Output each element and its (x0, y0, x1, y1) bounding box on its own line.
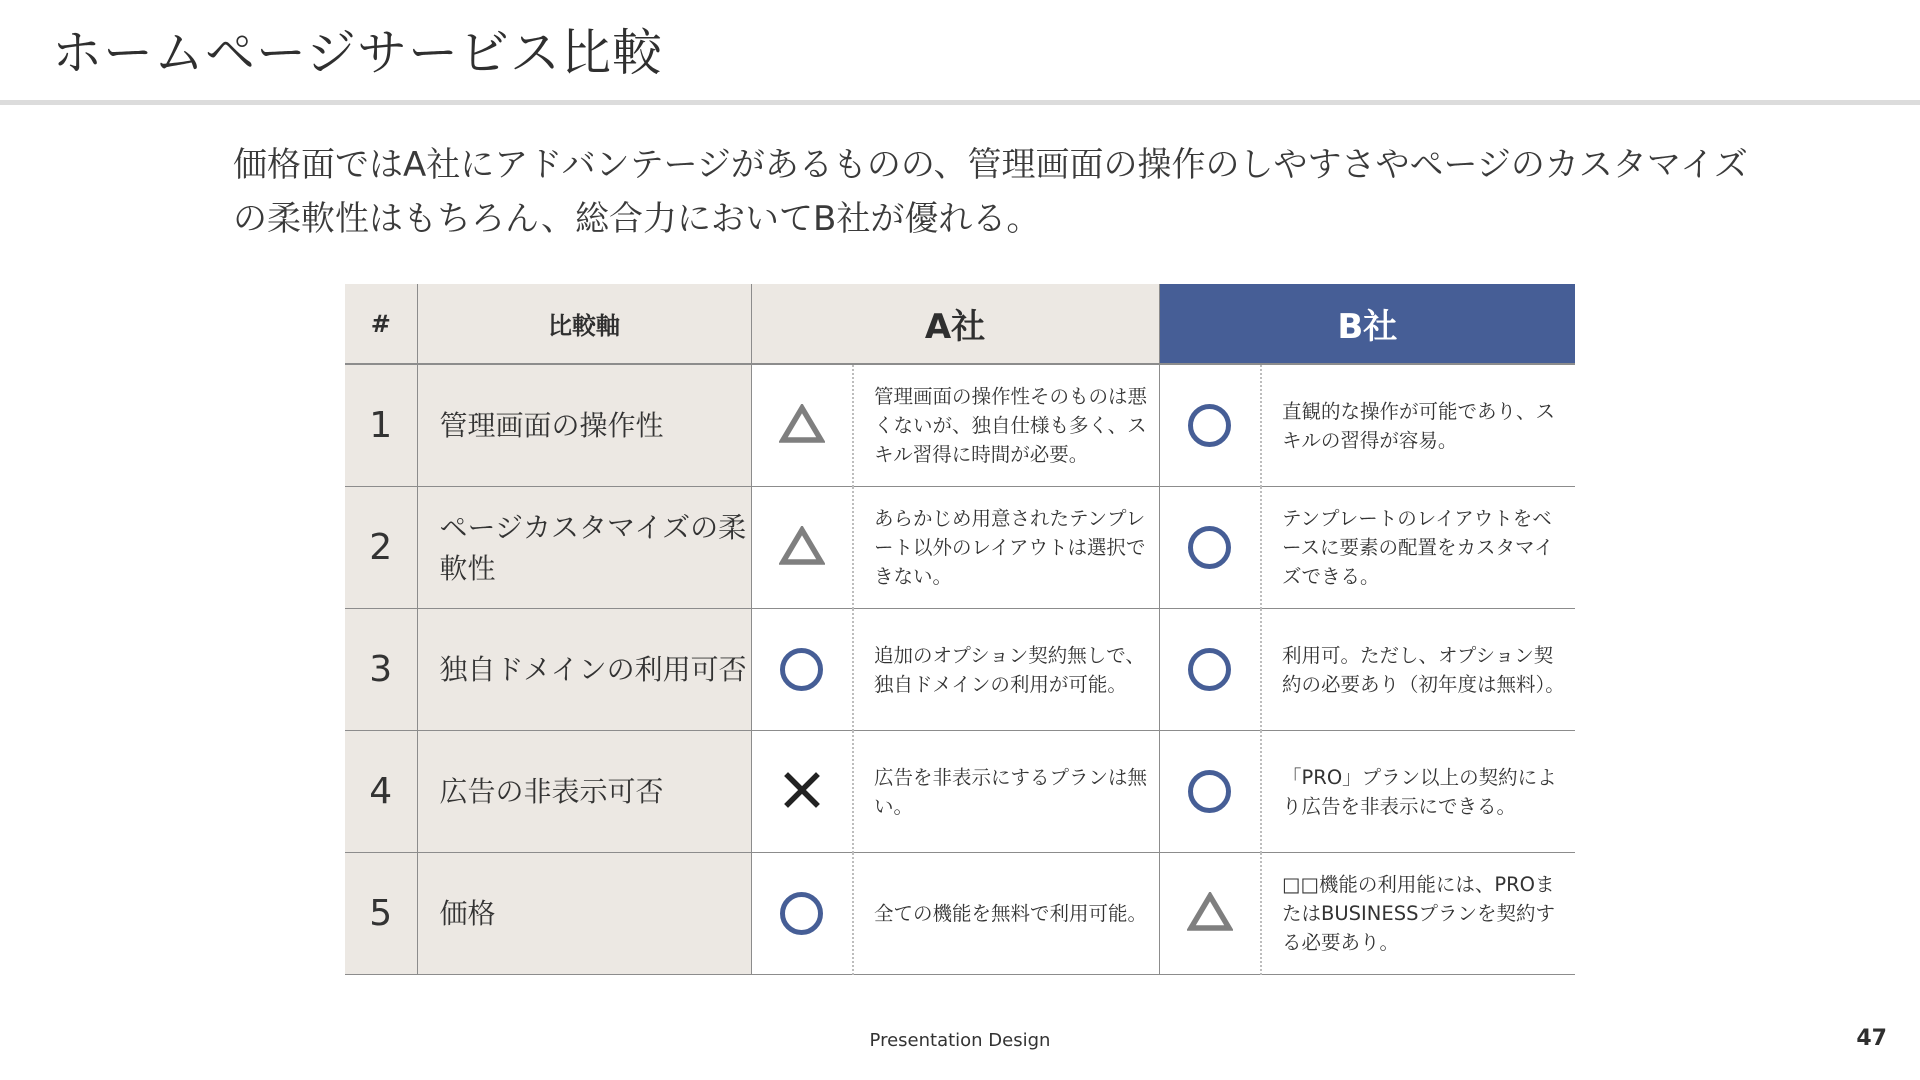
circle-mark-icon (1188, 770, 1231, 813)
b-text: 利用可。ただし、オプション契約の必要あり（初年度は無料）。 (1261, 609, 1575, 731)
page-number: 47 (1856, 1026, 1887, 1051)
table-row (345, 731, 1575, 853)
triangle-mark-icon (779, 404, 825, 448)
b-mark-cell (1159, 487, 1261, 609)
a-mark-cell (751, 731, 853, 853)
a-text: 全ての機能を無料で利用可能。 (853, 853, 1159, 975)
row-axis: 独自ドメインの利用可否 (417, 609, 751, 731)
row-axis: 管理画面の操作性 (417, 364, 751, 487)
footer-text: Presentation Design (869, 1030, 1051, 1051)
triangle-mark-icon (779, 526, 825, 570)
table-header-row (345, 284, 1575, 364)
b-mark-cell (1159, 731, 1261, 853)
circle-mark-icon (780, 892, 823, 935)
row-axis: 価格 (417, 853, 751, 975)
row-axis: ページカスタマイズの柔軟性 (417, 487, 751, 609)
comparison-table (345, 284, 1575, 975)
table-row (345, 609, 1575, 731)
header-company-b: B社 (1159, 284, 1575, 364)
table-row (345, 487, 1575, 609)
header-axis: 比較軸 (417, 284, 751, 364)
row-number: 5 (345, 853, 417, 975)
a-text: 追加のオプション契約無しで、独自ドメインの利用が可能。 (853, 609, 1159, 731)
header-num: # (345, 284, 417, 364)
table-row (345, 364, 1575, 487)
b-text: □□機能の利用能には、PROまたはBUSINESSプランを契約する必要あり。 (1261, 853, 1575, 975)
circle-mark-icon (1188, 404, 1231, 447)
lead-text: 価格面ではA社にアドバンテージがあるものの、管理画面の操作のしやすさやページのカスタマイズの柔軟性はもちろん、総合力においてB社が優れる。 (233, 145, 1748, 239)
page-title: ホームページサービス比較 (52, 24, 663, 82)
row-number: 3 (345, 609, 417, 731)
b-text: テンプレートのレイアウトをベースに要素の配置をカスタマイズできる。 (1261, 487, 1575, 609)
table-row (345, 853, 1575, 975)
row-number: 2 (345, 487, 417, 609)
table-body (345, 364, 1575, 975)
b-mark-cell (1159, 609, 1261, 731)
a-mark-cell (751, 364, 853, 487)
cross-mark-icon (783, 771, 821, 813)
a-mark-cell (751, 853, 853, 975)
b-text: 直観的な操作が可能であり、スキルの習得が容易。 (1261, 364, 1575, 487)
b-mark-cell (1159, 364, 1261, 487)
a-text: あらかじめ用意されたテンプレート以外のレイアウトは選択できない。 (853, 487, 1159, 609)
a-text: 管理画面の操作性そのものは悪くないが、独自仕様も多く、スキル習得に時間が必要。 (853, 364, 1159, 487)
a-text: 広告を非表示にするプランは無い。 (853, 731, 1159, 853)
header-company-a: A社 (751, 284, 1159, 364)
row-number: 1 (345, 364, 417, 487)
b-text: 「PRO」プラン以上の契約により広告を非表示にできる。 (1261, 731, 1575, 853)
triangle-mark-icon (1187, 892, 1233, 936)
b-mark-cell (1159, 853, 1261, 975)
circle-mark-icon (780, 648, 823, 691)
circle-mark-icon (1188, 526, 1231, 569)
row-number: 4 (345, 731, 417, 853)
a-mark-cell (751, 609, 853, 731)
title-divider (0, 100, 1920, 105)
a-mark-cell (751, 487, 853, 609)
circle-mark-icon (1188, 648, 1231, 691)
row-axis: 広告の非表示可否 (417, 731, 751, 853)
